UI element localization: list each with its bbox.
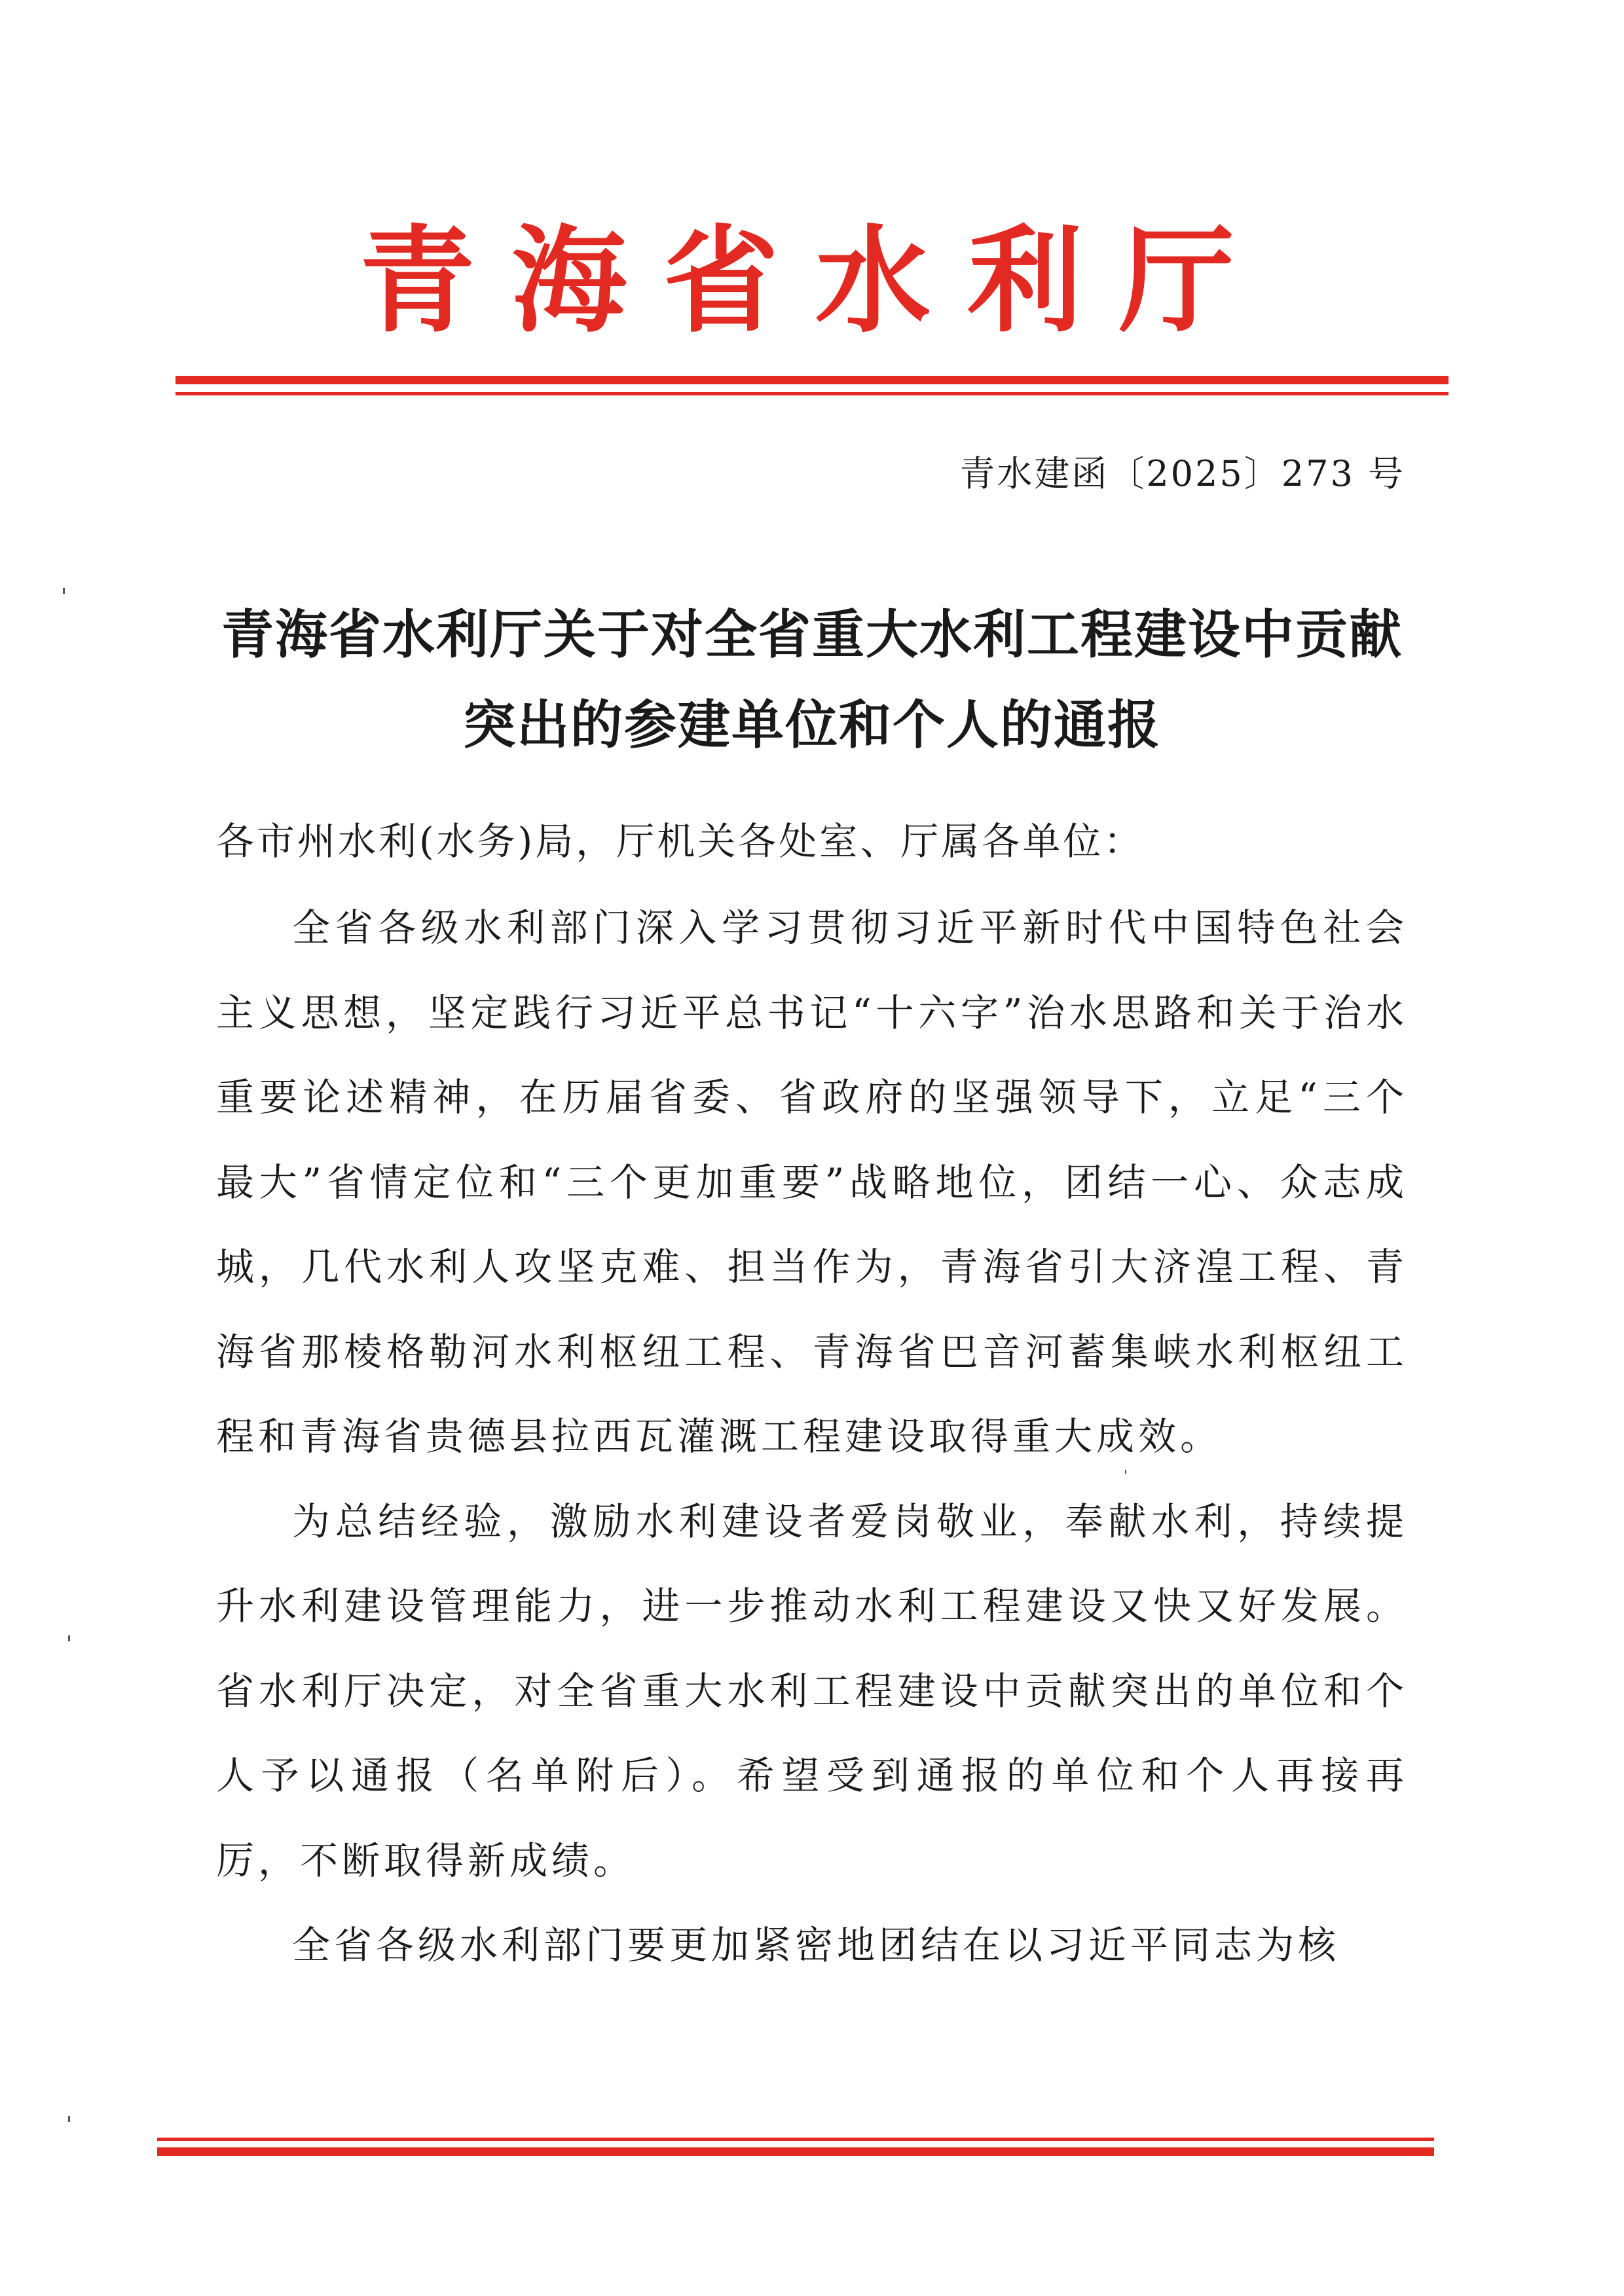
scan-speck [68,1635,70,1641]
scan-speck [63,588,65,594]
scan-speck [1125,1470,1126,1474]
document-body [216,886,1408,1988]
body-paragraph: 全省各级水利部门深入学习贯彻习近平新时代中国特色社会主义思想，坚定践行习近平总书记“十六字”治水思路和关于治水重要论述精神，在历届省委、省政府的坚强领导下，立足“三个最大”省情定位和“三个更加重要”战略地位，团结一心、众志成城，几代水利人攻坚克难、担当作为，青海省引大济湟工程、青海省那棱格勒河水利枢纽工程、青海省巴音河蓄集峡水利枢纽工程和青海省贵德县拉西瓦灌溉工程建设取得重大成效。 [216,905,1408,1459]
salutation: 各市州水利(水务)局，厅机关各处室、厅属各单位： [216,819,1145,864]
masthead-org-name: 青海省水利厅 [359,214,1271,348]
document-title: 青海省水利厅关于对全省重大水利工程建设中贡献突出的参建单位和个人的通报 [221,604,1403,756]
masthead-red-rule-thin [175,392,1449,395]
scan-speck [68,2116,70,2122]
footer-red-rule-thick [157,2147,1434,2156]
masthead-red-rule-thick [175,376,1449,384]
document-number: 青水建函〔2025〕273 号 [959,453,1405,494]
body-paragraph: 全省各级水利部门要更加紧密地团结在以习近平同志为核 [292,1923,1340,1967]
footer-red-rule-thin [157,2138,1434,2141]
body-paragraph: 为总结经验，激励水利建设者爱岗敬业，奉献水利，持续提升水利建设管理能力，进一步推动水利工程建设又快又好发展。省水利厅决定，对全省重大水利工程建设中贡献突出的单位和个人予以通报（名单附后）。希望受到通报的单位和个人再接再厉，不断取得新成绩。 [216,1499,1408,1883]
